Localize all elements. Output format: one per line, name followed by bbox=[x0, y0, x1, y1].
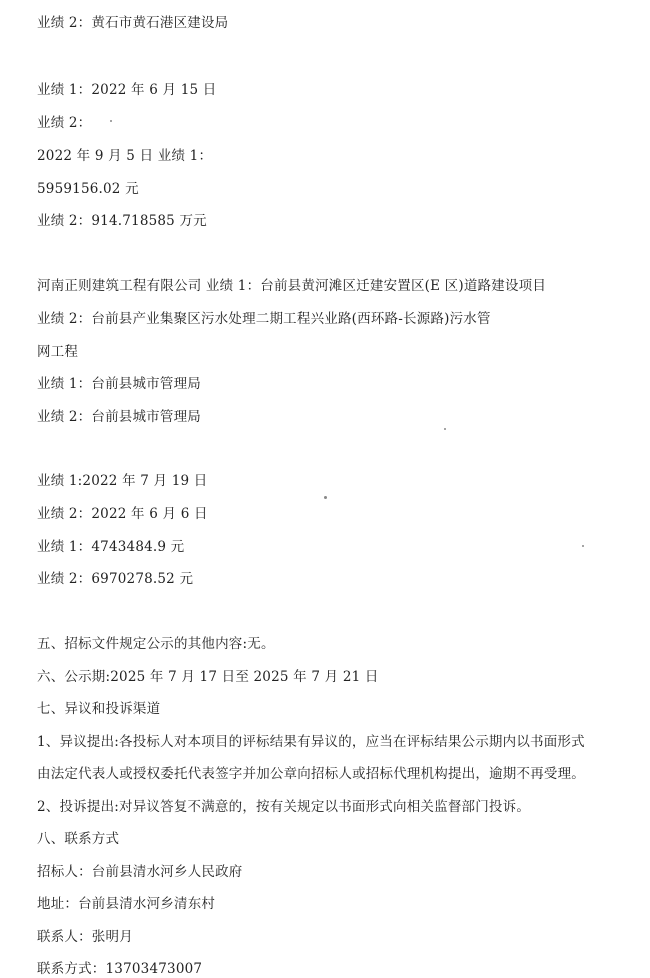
text-line-tenderer: 招标人：台前县清水河乡人民政府 bbox=[37, 864, 243, 880]
text-line-performance-2-project: 业绩 2：台前县产业集聚区污水处理二期工程兴业路(西环路-长源路)污水管 bbox=[37, 311, 491, 327]
text-line-contact-phone: 联系方式：13703473007 bbox=[37, 961, 203, 977]
text-line-performance-2-amount-2: 业绩 2：6970278.52 元 bbox=[37, 571, 194, 587]
section-7-heading: 七、异议和投诉渠道 bbox=[37, 701, 161, 717]
text-line-performance-2-owner: 业绩 2：台前县城市管理局 bbox=[37, 409, 201, 425]
scan-speck bbox=[110, 120, 112, 122]
text-line-performance-2-label: 业绩 2： bbox=[37, 115, 92, 131]
text-line-performance-1-date-2: 业绩 1:2022 年 7 月 19 日 bbox=[37, 473, 208, 489]
scan-speck bbox=[444, 428, 446, 430]
text-line-date-and-performance-1: 2022 年 9 月 5 日 业绩 1： bbox=[37, 148, 213, 164]
text-line-contact-person: 联系人：张明月 bbox=[37, 929, 133, 945]
text-line-performance-1-date: 业绩 1：2022 年 6 月 15 日 bbox=[37, 82, 217, 98]
text-line-objection-2: 由法定代表人或授权委托代表签字并加公章向招标人或招标代理机构提出，逾期不再受理。 bbox=[37, 766, 585, 782]
text-line-address: 地址：台前县清水河乡清东村 bbox=[37, 896, 216, 912]
section-8-heading: 八、联系方式 bbox=[37, 831, 120, 847]
text-line-performance-1-owner: 业绩 1：台前县城市管理局 bbox=[37, 376, 201, 392]
section-6-heading: 六、公示期:2025 年 7 月 17 日至 2025 年 7 月 21 日 bbox=[37, 669, 379, 685]
text-line-performance-2-amount: 业绩 2：914.718585 万元 bbox=[37, 213, 207, 229]
text-line-amount-1: 5959156.02 元 bbox=[37, 181, 139, 197]
text-line-performance-2-owner-huangshi: 业绩 2：黄石市黄石港区建设局 bbox=[37, 15, 229, 31]
text-line-objection-1: 1、异议提出:各投标人对本项目的评标结果有异议的，应当在评标结果公示期内以书面形式 bbox=[37, 734, 585, 750]
scan-speck bbox=[582, 545, 584, 547]
text-line-performance-2-date-2: 业绩 2：2022 年 6 月 6 日 bbox=[37, 506, 208, 522]
scan-speck bbox=[324, 496, 327, 499]
text-line-complaint: 2、投诉提出:对异议答复不满意的，按有关规定以书面形式向相关监督部门投诉。 bbox=[37, 799, 531, 815]
text-line-company-performance-1: 河南正则建筑工程有限公司 业绩 1：台前县黄河滩区迁建安置区(E 区)道路建设项目 bbox=[37, 278, 547, 294]
section-5-heading: 五、招标文件规定公示的其他内容:无。 bbox=[37, 636, 275, 652]
text-line-project-continued: 网工程 bbox=[37, 344, 79, 360]
text-line-performance-1-amount-2: 业绩 1：4743484.9 元 bbox=[37, 539, 185, 555]
